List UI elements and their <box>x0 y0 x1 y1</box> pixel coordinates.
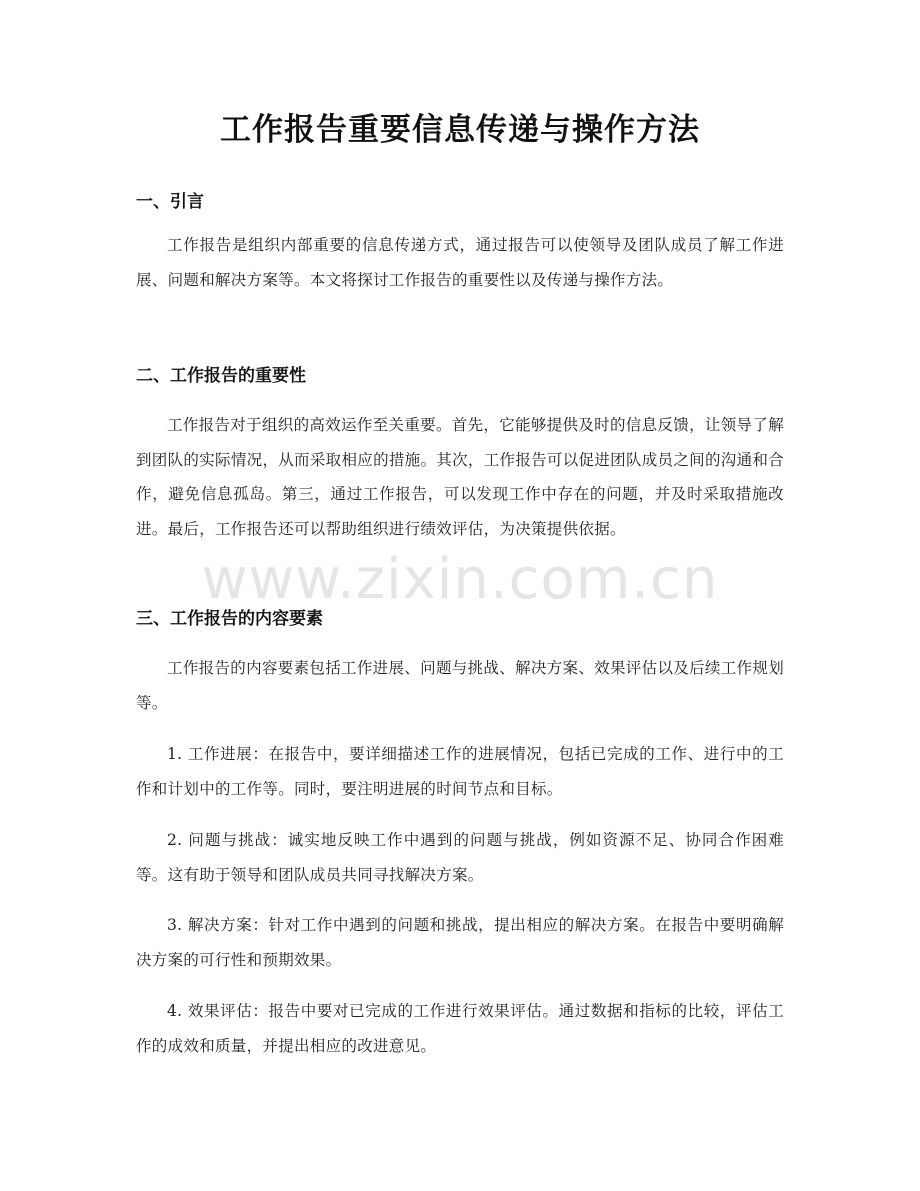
list-item-evaluation: 4. 效果评估：报告中要对已完成的工作进行效果评估。通过数据和指标的比较，评估工作的成效和质量，并提出相应的改进意见。 <box>136 1002 784 1055</box>
section-heading-importance: 二、工作报告的重要性 <box>136 366 306 386</box>
document-title: 工作报告重要信息传递与操作方法 <box>220 112 700 148</box>
list-item-solutions: 3. 解决方案：针对工作中遇到的问题和挑战，提出相应的解决方案。在报告中要明确解决方案的可行性和预期效果。 <box>136 916 784 969</box>
section-heading-content-elements: 三、工作报告的内容要素 <box>136 609 323 629</box>
list-item-problems: 2. 问题与挑战：诚实地反映工作中遇到的问题与挑战，例如资源不足、协同合作困难等。这有助于领导和团队成员共同寻找解决方案。 <box>136 831 784 884</box>
section-paragraph: 工作报告对于组织的高效运作至关重要。首先，它能够提供及时的信息反馈，让领导了解到团队的实际情况，从而采取相应的措施。其次，工作报告可以促进团队成员之间的沟通和合作，避免信息孤岛。第三，通过工作报告，可以发现工作中存在的问题，并及时采取措施改进。最后，工作报告还可以帮助组织进行绩效评估，为决策提供依据。 <box>136 416 784 538</box>
list-item-progress: 1. 工作进展：在报告中，要详细描述工作的进展情况，包括已完成的工作、进行中的工作和计划中的工作等。同时，要注明进展的时间节点和目标。 <box>136 745 784 798</box>
section-paragraph: 工作报告的内容要素包括工作进展、问题与挑战、解决方案、效果评估以及后续工作规划等。 <box>136 659 784 712</box>
section-paragraph: 工作报告是组织内部重要的信息传递方式，通过报告可以使领导及团队成员了解工作进展、问题和解决方案等。本文将探讨工作报告的重要性以及传递与操作方法。 <box>136 236 784 289</box>
section-heading-intro: 一、引言 <box>136 192 204 212</box>
watermark: www.zixin.com.cn <box>201 547 719 612</box>
